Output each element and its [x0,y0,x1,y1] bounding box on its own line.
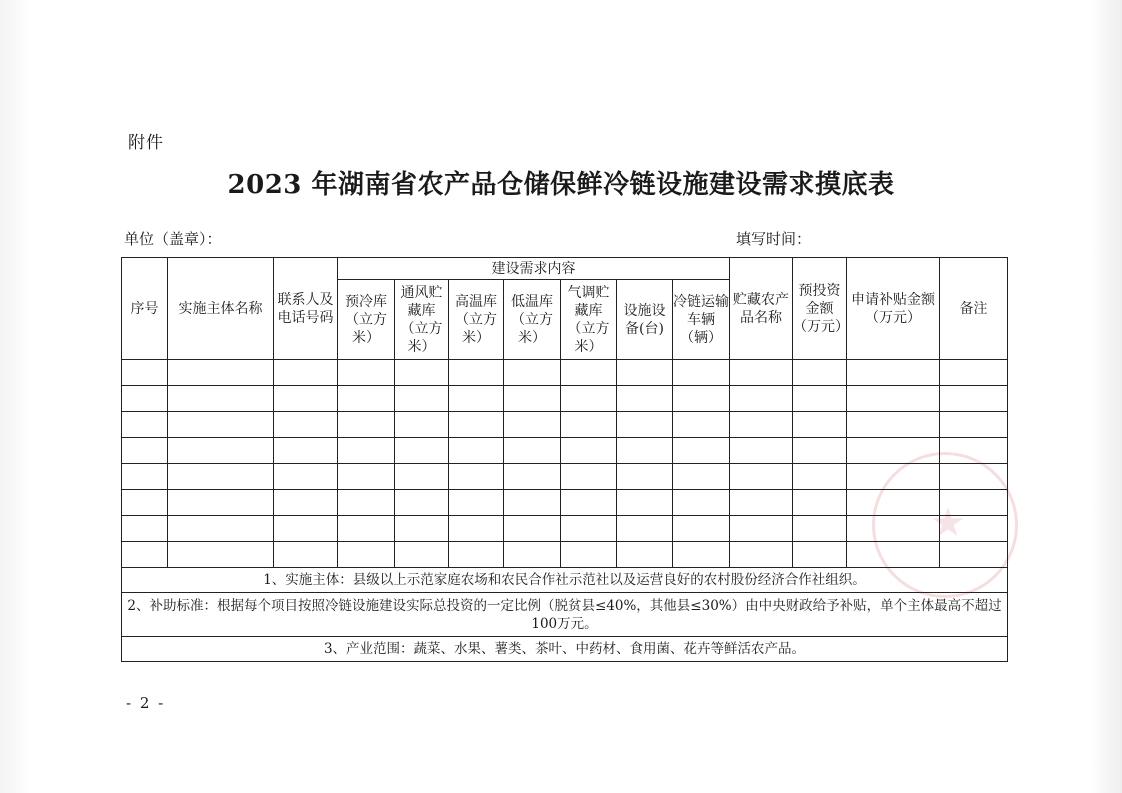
table-cell[interactable] [168,412,274,438]
table-cell[interactable] [274,542,338,568]
table-cell[interactable] [617,386,673,412]
table-cell[interactable] [449,412,504,438]
header-investment: 预投资金额（万元） [793,258,847,360]
table-cell[interactable] [793,386,847,412]
table-cell[interactable] [122,542,168,568]
table-cell[interactable] [673,542,730,568]
table-cell[interactable] [730,516,793,542]
table-cell[interactable] [561,542,617,568]
table-cell[interactable] [338,412,395,438]
header-construction-group: 建设需求内容 [338,258,730,280]
table-cell[interactable] [940,438,1008,464]
header-ventilated: 通风贮藏库（立方米） [395,280,449,360]
table-cell[interactable] [730,360,793,386]
table-cell[interactable] [274,490,338,516]
table-cell[interactable] [168,360,274,386]
table-cell[interactable] [395,412,449,438]
table-cell[interactable] [122,412,168,438]
table-cell[interactable] [395,360,449,386]
table-cell[interactable] [168,490,274,516]
table-cell[interactable] [122,516,168,542]
table-cell[interactable] [504,542,561,568]
seal-star-icon: ★ [930,500,966,546]
table-cell[interactable] [673,386,730,412]
table-cell[interactable] [449,516,504,542]
document-title: 2023 年湖南省农产品仓储保鲜冷链设施建设需求摸底表 [227,170,895,200]
table-cell[interactable] [617,464,673,490]
table-cell[interactable] [274,464,338,490]
header-cold-vehicle: 冷链运输车辆（辆） [673,280,730,360]
table-cell[interactable] [847,516,940,542]
table-cell[interactable] [673,516,730,542]
table-cell[interactable] [449,360,504,386]
table-cell[interactable] [793,542,847,568]
note-subsidy-standard: 2、补助标准：根据每个项目按照冷链设施建设实际总投资的一定比例（脱贫县≤40%，其他县≤30%）由中央财政给予补贴，单个主体最高不超过100万元。 [122,593,1008,637]
table-cell[interactable] [449,438,504,464]
table-cell[interactable] [730,490,793,516]
survey-table [121,257,1008,662]
table-cell[interactable] [847,412,940,438]
header-subsidy: 申请补贴金额（万元） [847,258,940,360]
table-cell[interactable] [617,360,673,386]
table-cell[interactable] [168,438,274,464]
table-cell[interactable] [847,490,940,516]
table-cell[interactable] [793,360,847,386]
table-cell[interactable] [504,516,561,542]
table-row [122,360,1008,386]
fill-time-label: 填写时间： [736,230,812,248]
table-row [122,412,1008,438]
table-cell[interactable] [504,438,561,464]
table-cell[interactable] [449,464,504,490]
table-cell[interactable] [561,412,617,438]
table-cell[interactable] [730,412,793,438]
table-cell[interactable] [395,490,449,516]
table-cell[interactable] [617,412,673,438]
header-product: 贮藏农产品名称 [730,258,793,360]
table-cell[interactable] [122,490,168,516]
table-cell[interactable] [940,360,1008,386]
table-cell[interactable] [561,386,617,412]
table-row [122,542,1008,568]
table-cell[interactable] [793,412,847,438]
page-number: - 2 - [126,694,166,712]
table-cell[interactable] [168,386,274,412]
table-cell[interactable] [122,386,168,412]
table-cell[interactable] [940,386,1008,412]
header-seq: 序号 [122,258,168,360]
table-cell[interactable] [395,542,449,568]
table-cell[interactable] [395,386,449,412]
table-cell[interactable] [847,386,940,412]
table-cell[interactable] [730,386,793,412]
table-cell[interactable] [730,464,793,490]
table-row [122,386,1008,412]
table-cell[interactable] [793,438,847,464]
header-entity-name: 实施主体名称 [168,258,274,360]
header-equipment: 设施设备(台) [617,280,673,360]
table-cell[interactable] [449,542,504,568]
table-cell[interactable] [673,464,730,490]
table-cell[interactable] [561,516,617,542]
unit-stamp-label: 单位（盖章）： [124,230,222,248]
table-cell[interactable] [793,464,847,490]
table-cell[interactable] [940,490,1008,516]
table-cell[interactable] [395,464,449,490]
header-remark: 备注 [940,258,1008,360]
table-cell[interactable] [730,438,793,464]
table-cell[interactable] [940,516,1008,542]
header-low-temp: 低温库（立方米） [504,280,561,360]
table-cell[interactable] [274,386,338,412]
table-cell[interactable] [730,542,793,568]
table-cell[interactable] [338,490,395,516]
table-cell[interactable] [449,490,504,516]
table-cell[interactable] [504,412,561,438]
table-row [122,516,1008,542]
table-cell[interactable] [940,542,1008,568]
table-cell[interactable] [168,516,274,542]
table-cell[interactable] [673,490,730,516]
table-cell[interactable] [274,516,338,542]
table-cell[interactable] [617,542,673,568]
table-cell[interactable] [122,438,168,464]
table-cell[interactable] [561,490,617,516]
table-cell[interactable] [617,438,673,464]
table-cell[interactable] [617,490,673,516]
table-body [122,360,1008,568]
table-cell[interactable] [395,438,449,464]
header-ca-storage: 气调贮藏库（立方米） [561,280,617,360]
note-entity: 1、实施主体：县级以上示范家庭农场和农民合作社示范社以及运营良好的农村股份经济合作社组织。 [122,568,1008,593]
table-cell[interactable] [940,464,1008,490]
table-cell[interactable] [168,542,274,568]
table-cell[interactable] [847,464,940,490]
table-cell[interactable] [338,438,395,464]
table-cell[interactable] [504,360,561,386]
header-precool: 预冷库（立方米） [338,280,395,360]
table-cell[interactable] [338,542,395,568]
table-cell[interactable] [338,386,395,412]
table-cell[interactable] [793,490,847,516]
table-cell[interactable] [168,464,274,490]
table-cell[interactable] [847,360,940,386]
table-cell[interactable] [274,360,338,386]
table-cell[interactable] [504,386,561,412]
table-cell[interactable] [504,490,561,516]
annex-label: 附件 [128,133,164,153]
table-row [122,438,1008,464]
table-cell[interactable] [793,516,847,542]
header-contact: 联系人及电话号码 [274,258,338,360]
table-cell[interactable] [338,516,395,542]
table-cell[interactable] [561,438,617,464]
table-row [122,490,1008,516]
table-cell[interactable] [504,464,561,490]
table-cell[interactable] [561,360,617,386]
table-cell[interactable] [274,438,338,464]
table-cell[interactable] [673,360,730,386]
header-high-temp: 高温库（立方米） [449,280,504,360]
table-cell[interactable] [449,386,504,412]
table-cell[interactable] [122,360,168,386]
table-cell[interactable] [274,412,338,438]
table-cell[interactable] [338,464,395,490]
table-cell[interactable] [561,464,617,490]
table-cell[interactable] [617,516,673,542]
table-cell[interactable] [673,438,730,464]
table-cell[interactable] [673,412,730,438]
table-cell[interactable] [338,360,395,386]
table-cell[interactable] [847,438,940,464]
table-cell[interactable] [395,516,449,542]
table-cell[interactable] [847,542,940,568]
note-industry-scope: 3、产业范围：蔬菜、水果、薯类、茶叶、中药材、食用菌、花卉等鲜活农产品。 [122,637,1008,662]
table-cell[interactable] [940,412,1008,438]
table-cell[interactable] [122,464,168,490]
table-row [122,464,1008,490]
